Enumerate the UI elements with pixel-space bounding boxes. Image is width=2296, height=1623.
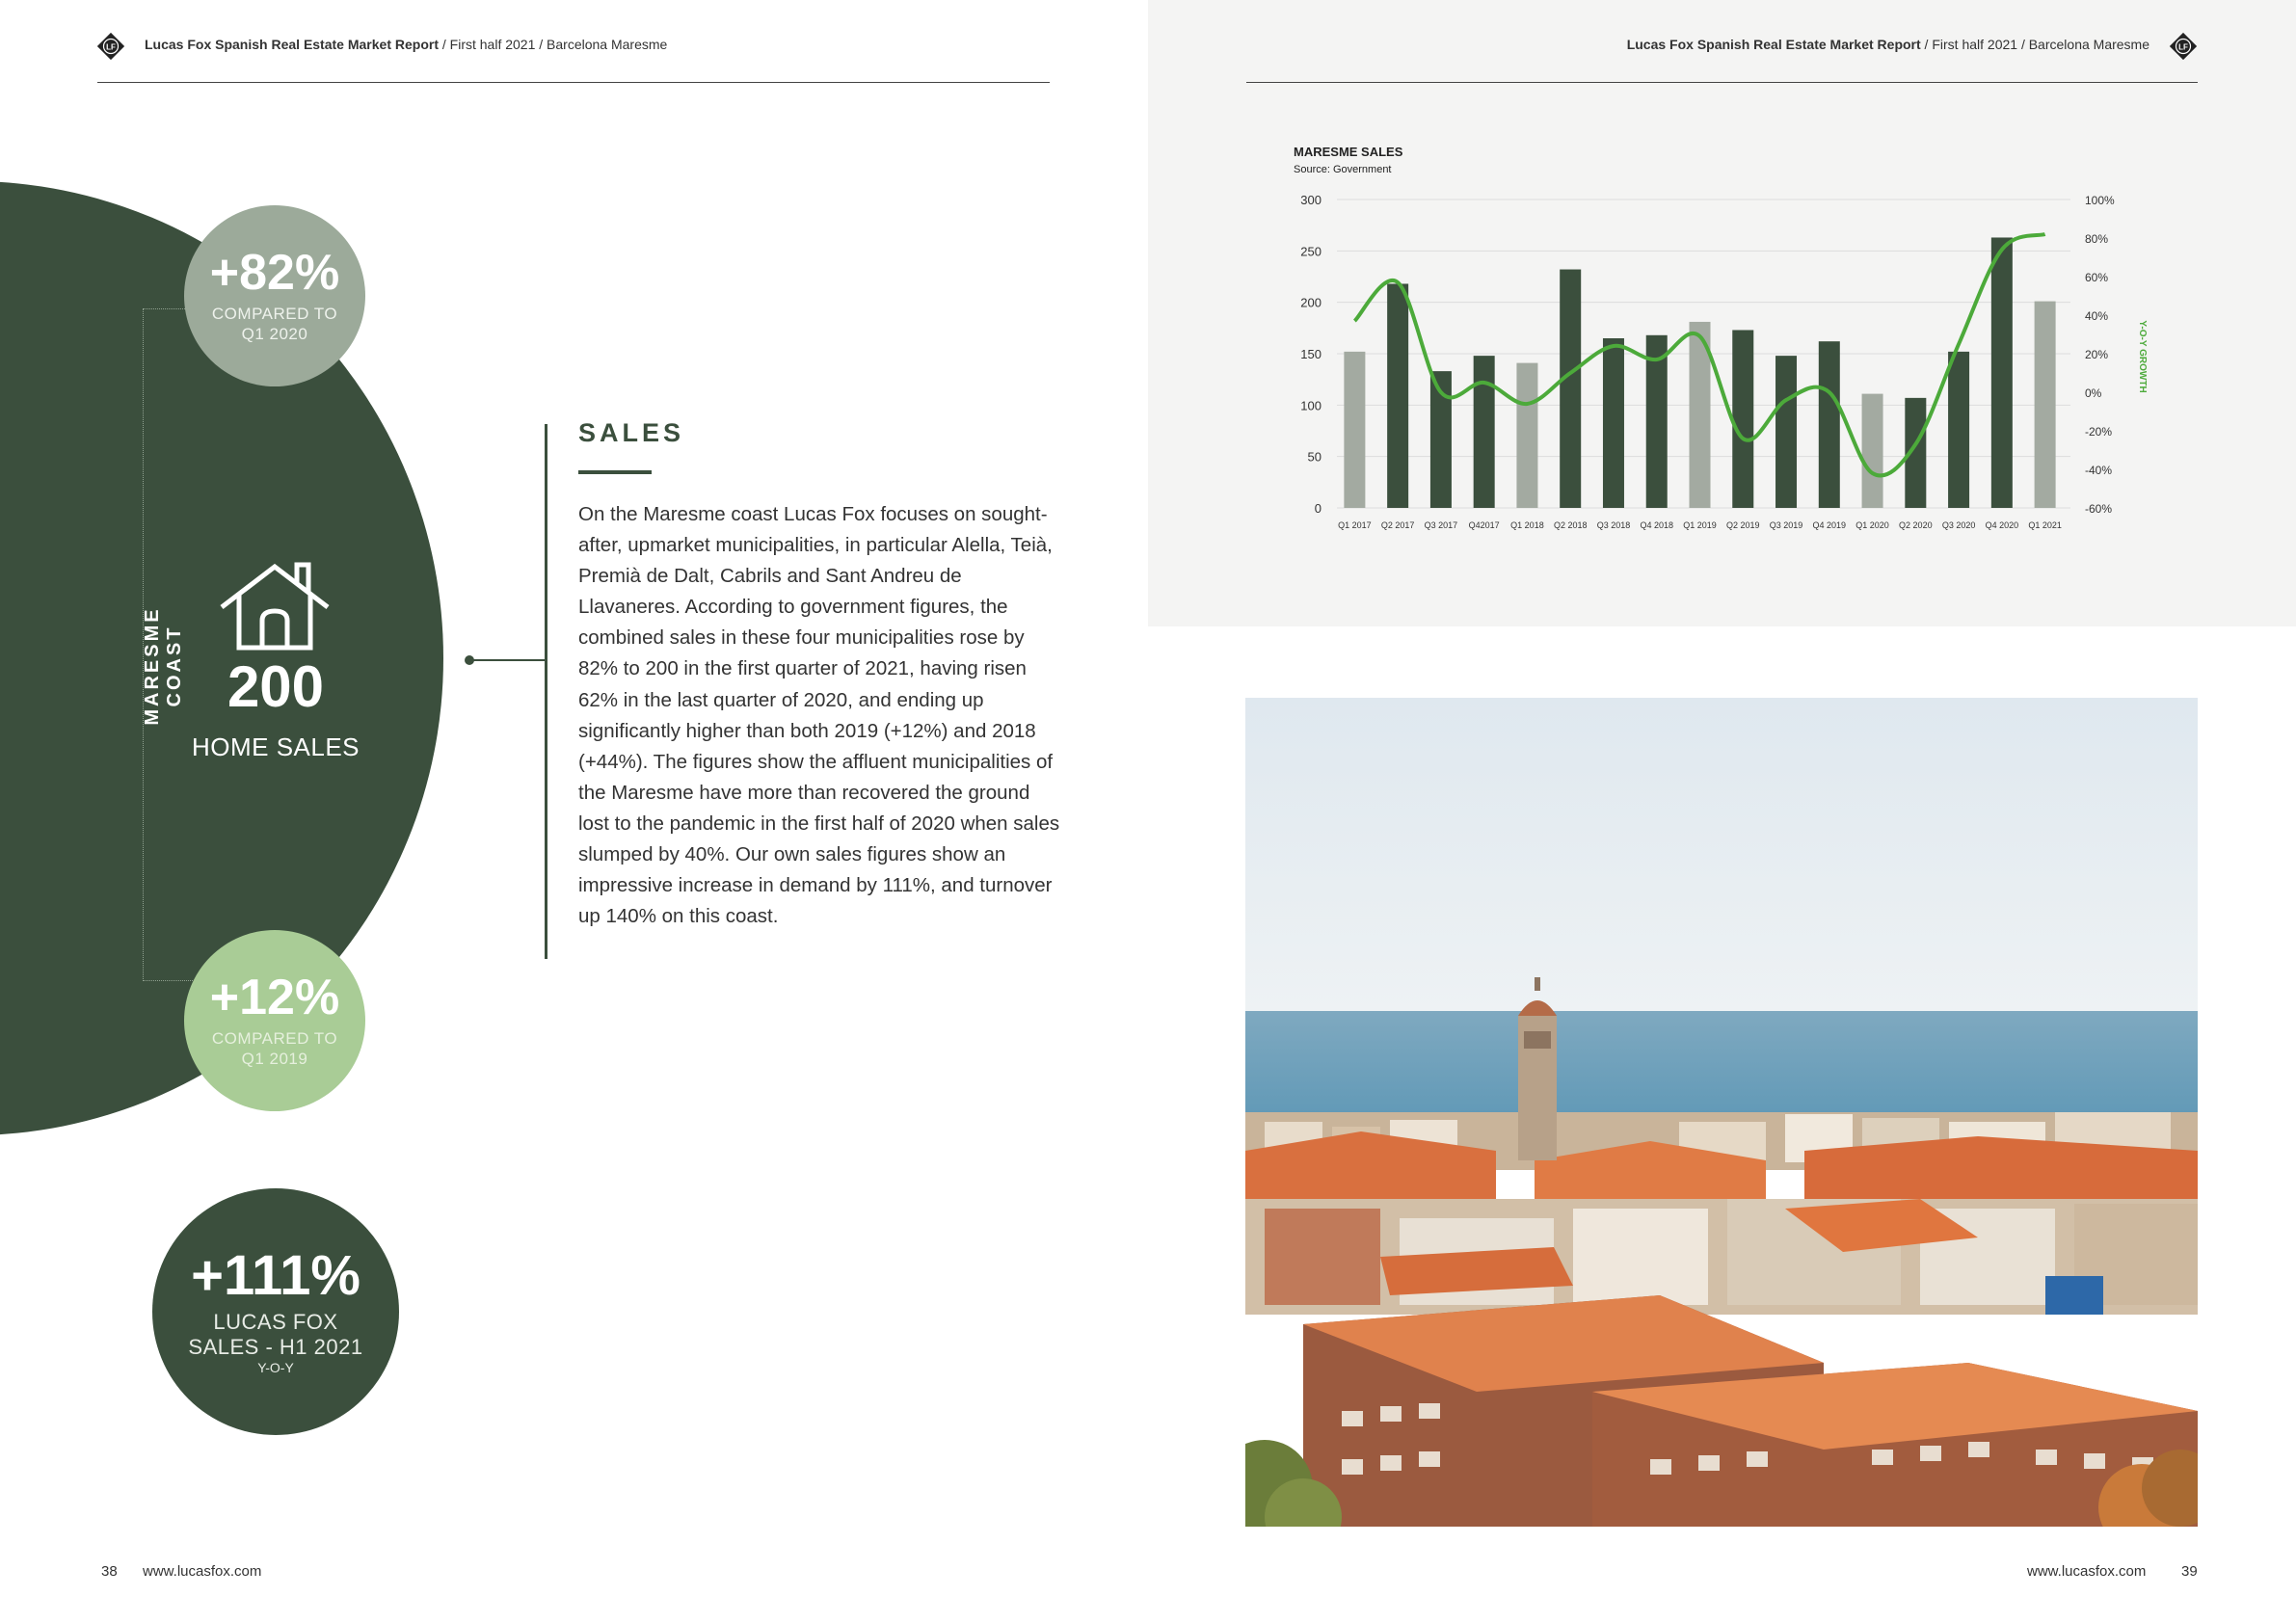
x-tick-label: Q42017 — [1468, 520, 1500, 530]
section-underline — [578, 470, 652, 474]
x-tick-label: Q1 2018 — [1510, 520, 1544, 530]
y-tick-label: 250 — [1300, 244, 1322, 259]
x-tick-label: Q1 2020 — [1855, 520, 1889, 530]
section-title: SALES — [578, 418, 685, 447]
y2-tick-label: -40% — [2085, 464, 2113, 477]
bar — [1516, 363, 1537, 508]
stat-caption: LUCAS FOX SALES - H1 2021 — [188, 1309, 363, 1359]
x-tick-label: Q2 2019 — [1725, 520, 1760, 530]
x-tick-label: Q3 2018 — [1596, 520, 1631, 530]
chart-subtitle: Source: Government — [1294, 164, 1392, 175]
page-number-left: 38 — [101, 1563, 118, 1580]
maresme-sales-chart — [1148, 0, 2296, 626]
y2-axis-label: Y-O-Y GROWTH — [2137, 320, 2148, 393]
stat-circle-q1-2020 — [184, 205, 365, 386]
region-label: MARESME COAST — [142, 606, 185, 726]
bar — [1603, 338, 1624, 508]
header-title: Lucas Fox Spanish Real Estate Market Report / First half 2021 / Barcelona Maresme — [145, 37, 668, 52]
bar — [1991, 237, 2013, 508]
x-tick-label: Q2 2018 — [1553, 520, 1588, 530]
x-tick-label: Q3 2020 — [1941, 520, 1976, 530]
x-tick-label: Q4 2019 — [1812, 520, 1847, 530]
y2-tick-label: -20% — [2085, 425, 2113, 439]
bar — [1344, 352, 1365, 508]
x-tick-label: Q1 2017 — [1338, 520, 1372, 530]
header-title: Lucas Fox Spanish Real Estate Market Report / First half 2021 / Barcelona Maresme — [1626, 37, 2149, 52]
x-tick-label: Q1 2021 — [2028, 520, 2062, 530]
right-page — [1148, 0, 2296, 1623]
page-number-right: 39 — [2181, 1563, 2198, 1580]
bar — [1732, 330, 1753, 508]
home-sales-value: 200 — [227, 654, 325, 719]
stat-value: +82% — [209, 244, 340, 301]
x-tick-label: Q3 2017 — [1424, 520, 1458, 530]
stat-circle-lucas-fox — [152, 1188, 399, 1435]
bar — [1387, 283, 1408, 508]
svg-text:LF: LF — [2178, 42, 2188, 52]
x-tick-label: Q4 2018 — [1640, 520, 1674, 530]
house-icon — [216, 561, 334, 652]
x-tick-label: Q2 2020 — [1899, 520, 1933, 530]
bar — [1948, 352, 1969, 508]
coastal-town-image — [1245, 698, 2198, 1527]
y2-tick-label: 0% — [2085, 386, 2102, 400]
footer-url-right[interactable]: www.lucasfox.com — [2027, 1563, 2147, 1580]
y-tick-label: 150 — [1300, 347, 1322, 361]
y2-tick-label: 20% — [2085, 348, 2109, 361]
coastal-town-photo — [1245, 698, 2198, 1527]
x-tick-label: Q2 2017 — [1380, 520, 1415, 530]
stat-caption: COMPARED TO Q1 2020 — [211, 304, 338, 343]
bar — [1560, 270, 1581, 508]
chart-title: MARESME SALES — [1294, 145, 1403, 159]
text-rule — [545, 424, 547, 959]
stat-circle-q1-2019 — [184, 930, 365, 1111]
y2-tick-label: 80% — [2085, 232, 2109, 246]
x-tick-label: Q3 2019 — [1769, 520, 1803, 530]
y-tick-label: 50 — [1307, 449, 1322, 465]
stat-value: +12% — [209, 969, 340, 1025]
y2-tick-label: 60% — [2085, 271, 2109, 284]
bar — [1862, 394, 1883, 508]
y-tick-label: 100 — [1300, 398, 1322, 413]
y-tick-label: 300 — [1300, 193, 1322, 207]
connector-line — [472, 659, 546, 661]
bar — [1819, 341, 1840, 508]
stat-value: +111% — [191, 1243, 360, 1307]
body-paragraph: On the Maresme coast Lucas Fox focuses on sought-after, upmarket municipalities, in particular Alella, Teià, Premià de Dalt, Cabrils and Sant Andreu de Llavaneres. According to government figures, the combined sales in these four municipalities rose by 82% to 200 in the first quarter of 2021, having risen 62% in the last quarter of 2020, and ending up significantly higher than both 2019 (+12%) and 2018 (+44%). The figures show the affluent municipalities of the Maresme have more than recovered the ground lost to the pandemic in the first half of 2020 when sales slumped by 40%. Our own sales figures show an impressive increase in demand by 111%, and turnover up 140% on this coast. — [578, 503, 1060, 928]
svg-text:LF: LF — [106, 42, 116, 52]
home-sales-label: HOME SALES — [191, 732, 360, 761]
x-tick-label: Q4 2020 — [1985, 520, 2019, 530]
stat-caption: COMPARED TO Q1 2019 — [211, 1028, 338, 1068]
x-tick-label: Q1 2019 — [1683, 520, 1717, 530]
bar — [2035, 302, 2056, 508]
y2-tick-label: -60% — [2085, 502, 2113, 516]
footer-url-left[interactable]: www.lucasfox.com — [143, 1563, 262, 1580]
bar — [1775, 356, 1797, 508]
y-tick-label: 0 — [1314, 501, 1322, 516]
stat-note: Y-O-Y — [257, 1360, 294, 1376]
y2-tick-label: 40% — [2085, 309, 2109, 323]
y-tick-label: 200 — [1300, 295, 1322, 310]
header-divider — [97, 82, 1050, 83]
y2-tick-label: 100% — [2085, 194, 2115, 207]
bar — [1474, 356, 1495, 508]
lucas-fox-logo-icon — [96, 32, 125, 61]
